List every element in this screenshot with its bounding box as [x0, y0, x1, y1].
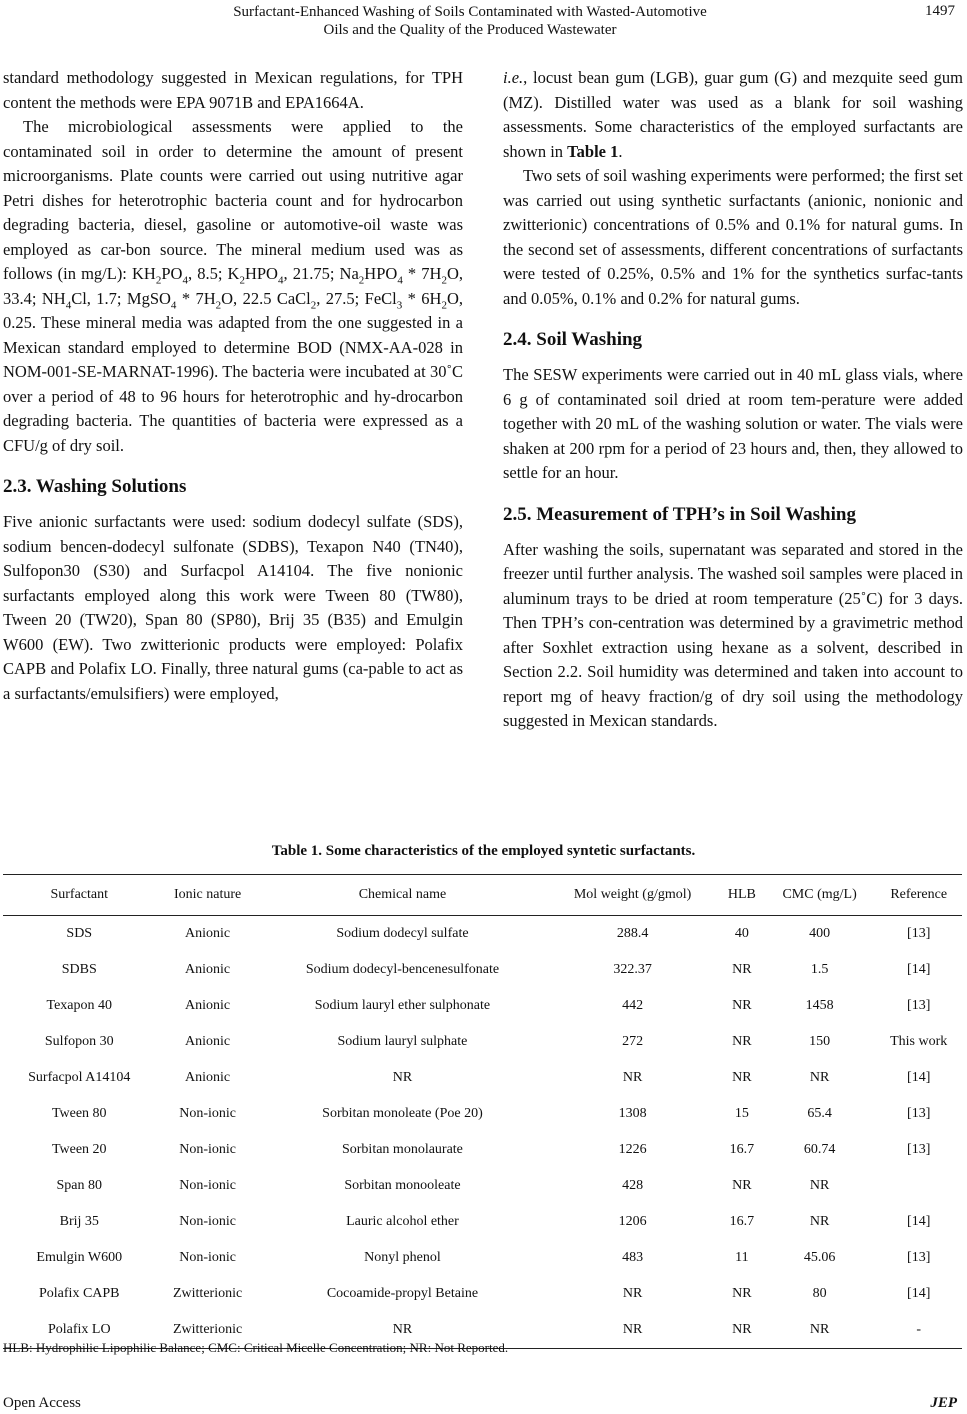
right-column	[503, 66, 963, 734]
table-cell: NR	[764, 1312, 876, 1349]
table-footnote: HLB: Hydrophilic Lipophilic Balance; CMC: Critical Micelle Concentration; NR: Not Reported.	[3, 1340, 509, 1355]
table-cell: Non-ionic	[179, 1178, 236, 1193]
table-row	[3, 1132, 962, 1168]
surfactant-table	[3, 874, 962, 1349]
table-cell: 15	[734, 1106, 749, 1121]
table-cell: 483	[622, 1250, 644, 1265]
table-cell: 16.7	[729, 1214, 755, 1229]
table-cell: NR	[732, 1178, 752, 1193]
paragraph-tph-measurement: After washing the soils, supernatant was separated and stored in the freezer until further analysis. The washed soil samples were placed in aluminum trays to be dried at room temperature (25˚C) for 3 days. Then TPH’s con-centration was determined by a gravimetric method after Soxhlet extraction using hexane as a solvent, described in Section 2.2. Soil humidity was determined and taken into account to report mg of heavy fraction/g of dry soil using the methodology suggested in Mexican standards.	[503, 539, 963, 730]
table-header-row	[3, 875, 962, 916]
table-cell: Sodium dodecyl sulfate	[336, 926, 469, 941]
table-cell: 1.5	[810, 962, 829, 977]
table-cell: -	[875, 1312, 962, 1349]
table-cell: [14]	[907, 1286, 931, 1301]
table-cell: This work	[890, 1034, 948, 1049]
gums-end: .	[618, 141, 623, 161]
table-cell: 1226	[618, 1142, 647, 1157]
column-header: Surfactant	[3, 875, 156, 916]
page-number: 1497	[925, 3, 955, 19]
table-row	[3, 1240, 962, 1276]
table-cell: [14]	[907, 1070, 931, 1085]
table-cell: 442	[622, 998, 644, 1013]
column-header: HLB	[720, 875, 764, 916]
section-heading-washing-solutions: 2.3. Washing Solutions	[3, 476, 187, 497]
table-cell: Sorbitan monoleate (Poe 20)	[322, 1106, 483, 1121]
table-cell: Anionic	[185, 1070, 231, 1085]
table-cell: Anionic	[185, 998, 231, 1013]
table-row	[3, 1096, 962, 1132]
column-header: Mol weight (g/gmol)	[545, 875, 720, 916]
table-cell: NR	[622, 1070, 643, 1085]
paragraph-soil-washing: The SESW experiments were carried out in 40 mL glass vials, where 6 g of contaminated soil dried at room tem-perature were added together with 20 mL of the washing solution or water. The vials were shaken at 200 rpm for a period of 23 hours and, then, they allowed to settle for an hour.	[503, 365, 963, 482]
table-cell: 428	[622, 1178, 644, 1193]
table-cell: 400	[809, 926, 831, 941]
table-row	[3, 916, 962, 953]
table-cell: NR	[809, 1070, 830, 1085]
table-cell: [13]	[907, 926, 931, 941]
table-cell: 11	[735, 1250, 749, 1265]
table-row	[3, 1060, 962, 1096]
table-cell: Sodium dodecyl-bencenesulfonate	[305, 962, 500, 977]
table-cell: Non-ionic	[179, 1142, 236, 1157]
table-cell: Tween 80	[51, 1106, 107, 1121]
table-cell: 322.37	[613, 962, 652, 977]
table-cell: Lauric alcohol ether	[346, 1214, 459, 1229]
table-cell: Non-ionic	[179, 1214, 236, 1229]
table-cell: Span 80	[56, 1178, 102, 1193]
paragraph-gums	[503, 66, 963, 164]
table-cell: Sorbitan monolaurate	[341, 1142, 463, 1157]
table-cell: NR	[622, 1286, 643, 1301]
table-cell: NR	[809, 1178, 830, 1193]
table-cell: [14]	[907, 1214, 931, 1229]
table-cell: SDBS	[61, 962, 97, 977]
table-body	[3, 916, 962, 1349]
table-cell: Zwitterionic	[156, 1312, 260, 1349]
table-cell: 1206	[618, 1214, 647, 1229]
running-title-line-1: Surfactant-Enhanced Washing of Soils Contaminated with Wasted-Automotive	[233, 4, 707, 20]
column-header: Ionic nature	[156, 875, 260, 916]
table-1-reference[interactable]: Table 1	[567, 141, 619, 161]
table-cell: Sodium lauryl ether sulphonate	[314, 998, 491, 1013]
table-cell: [13]	[907, 998, 931, 1013]
running-header	[0, 0, 967, 40]
table-cell: Sorbitan monooleate	[344, 1178, 461, 1193]
table-cell: 60.74	[803, 1142, 836, 1157]
table-cell: Sodium lauryl sulphate	[337, 1034, 468, 1049]
table-cell: 65.4	[807, 1106, 832, 1121]
paragraph-methodology: standard methodology suggested in Mexican regulations, for TPH content the methods were EPA 9071B and EPA1664A.	[3, 68, 463, 112]
table-cell: NR	[809, 1214, 830, 1229]
table-row	[3, 952, 962, 988]
table-cell: NR	[732, 1070, 752, 1085]
gums-text: , locust bean gum (LGB), guar gum (G) and mezquite seed gum (MZ). Distilled water was used as a blank for soil washing assessments. Some characteristics of the employed surfactants are shown in	[503, 68, 963, 161]
paragraph-experiment-sets: Two sets of soil washing experiments were performed; the first set was carried out using synthetic surfactants (anionic, nonionic and zwitterionic) concentrations of 0.5% and 0.1% for natural gums. In the second set of assessments, different concentrations of surfactants were tested of 0.25%, 0.5% and 1% for the synthetics surfac-tants and 0.05%, 0.1% and 0.2% for natural gums.	[503, 166, 963, 308]
table-cell: NR	[732, 1286, 752, 1301]
table-cell: 1458	[805, 998, 834, 1013]
table-cell	[875, 1168, 962, 1204]
footer-open-access: Open Access	[3, 1395, 81, 1411]
column-header: Chemical name	[260, 875, 546, 916]
table-cell: 1308	[618, 1106, 647, 1121]
section-heading-tph-measurement: 2.5. Measurement of TPH’s in Soil Washing	[503, 503, 856, 525]
paragraph-microbiology: The microbiological assessments were applied to the contaminated soil in order to determine the amount of present microorganisms. Plate counts were carried out using nutritive agar Petri dishes for heterotrophic bacteria count and for hydrocarbon degrading bacteria, diesel, gasoline or automotive-oil waste was employed as car-bon source. The mineral medium used was as follows (in mg/L): $KH_2PO_4$, 8.5; $K_2HPO_4$, 21.75; $Na_2HPO_4 * 7H_2O$, 33.4; $NH_4Cl$, 1.7; MgSO$_4$ * $7H_2O$, 22.5 CaCl$_2$, 27.5; FeCl$_3$ * $6H_2O$, 0.25. These mineral media was adapted from the one suggested in a Mexican standard employed to determine BOD (NMX-AA-028 in NOM-001-SE-MARNAT-1996). The bacteria were incubated at 30˚C over a period of 48 to 96 hours for heterotrophic and hy-drocarbon degrading bacteria. The quantities of bacteria were expressed as a CFU/g of dry soil.	[3, 117, 464, 455]
table-cell: Zwitterionic	[172, 1286, 243, 1301]
table-cell: Brij 35	[59, 1214, 99, 1229]
table-row	[3, 988, 962, 1024]
table-cell: Anionic	[185, 1034, 231, 1049]
table-cell: Polafix CAPB	[39, 1286, 120, 1301]
section-heading-soil-washing: 2.4. Soil Washing	[503, 329, 643, 350]
table-cell: [14]	[907, 962, 931, 977]
table-cell: Anionic	[185, 962, 231, 977]
table-cell: 150	[809, 1034, 831, 1049]
table-cell: [13]	[907, 1106, 931, 1121]
table-caption: Table 1. Some characteristics of the employed syntetic surfactants.	[271, 843, 696, 859]
table-cell: 16.7	[729, 1142, 755, 1157]
table-row	[3, 1276, 962, 1312]
table-cell: [13]	[907, 1250, 931, 1265]
column-header: Reference	[875, 875, 962, 916]
table-cell: Tween 20	[51, 1142, 107, 1157]
table-row	[3, 1168, 962, 1204]
left-column	[3, 66, 463, 706]
table-cell: 80	[812, 1286, 827, 1301]
running-title-line-2: Oils and the Quality of the Produced Wastewater	[323, 22, 617, 38]
table-cell: NR	[732, 1034, 752, 1049]
table-cell: NR	[720, 1312, 764, 1349]
table-cell: Sulfopon 30	[44, 1034, 114, 1049]
column-header: CMC (mg/L)	[764, 875, 876, 916]
paragraph-washing-solutions: Five anionic surfactants were used: sodium dodecyl sulfate (SDS), sodium bencen-dodecyl sulfonate (SDBS), Texapon N40 (TN40), Sulfopon30 (S30) and Surfacpol A14104. The five nonionic surfactants employed along this work were Tween 80 (TW80), Tween 20 (TW20), Span 80 (SP80), Brij 35 (B35) and Emulgin W600 (EW). Two zwitterionic products were employed: Polafix CAPB and Polafix LO. Finally, three natural gums (ca-pable to act as a surfactants/emulsifiers) were employed,	[3, 512, 463, 703]
running-title	[150, 3, 790, 39]
table-row	[3, 1024, 962, 1060]
table-cell: Emulgin W600	[36, 1250, 123, 1265]
ie-abbrev: i.e.	[503, 68, 524, 87]
table-cell: Nonyl phenol	[364, 1250, 441, 1265]
table-cell: NR	[732, 962, 752, 977]
table-cell: [13]	[907, 1142, 931, 1157]
table-cell: Texapon 40	[46, 998, 113, 1013]
table-cell: NR	[545, 1312, 720, 1349]
table-cell: Cocoamide-propyl Betaine	[326, 1286, 479, 1301]
table-cell: 272	[622, 1034, 644, 1049]
table-cell: Non-ionic	[179, 1250, 236, 1265]
table-cell: Surfacpol A14104	[28, 1070, 131, 1085]
table-cell: 45.06	[803, 1250, 836, 1265]
table-row	[3, 1204, 962, 1240]
table-cell: Non-ionic	[179, 1106, 236, 1121]
table-cell: Anionic	[185, 926, 231, 941]
table-cell: NR	[732, 998, 752, 1013]
table-cell: 288.4	[616, 926, 649, 941]
table-cell: 40	[734, 926, 749, 941]
footer-journal: JEP	[930, 1395, 957, 1411]
table-cell: NR	[260, 1312, 546, 1349]
table-cell: SDS	[66, 926, 93, 941]
table-cell: Polafix LO	[3, 1312, 156, 1349]
table-cell: NR	[392, 1070, 413, 1085]
